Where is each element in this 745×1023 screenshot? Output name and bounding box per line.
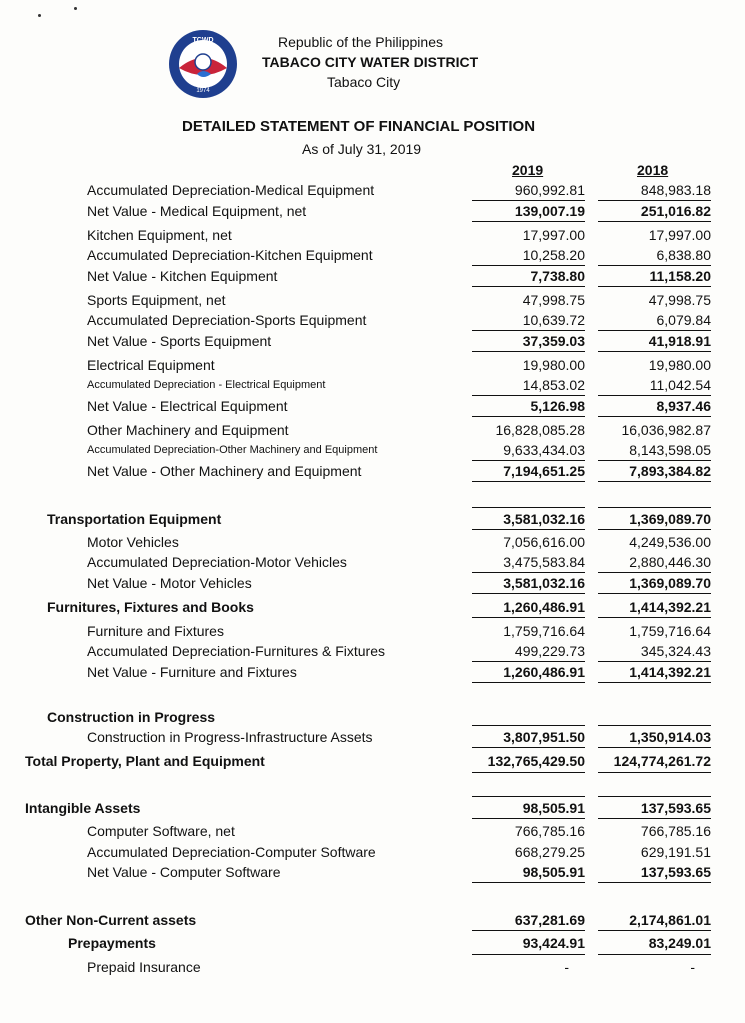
rule [598, 818, 711, 819]
value-2018: 47,998.75 [648, 292, 711, 308]
section-heading: Construction in Progress [47, 709, 216, 725]
table-row [0, 708, 745, 726]
row-label: Net Value - Electrical Equipment [87, 398, 288, 414]
row-label: Accumulated Depreciation-Furnitures & Fixtures [87, 643, 386, 659]
rule [472, 351, 585, 352]
row-label: Accumulated Depreciation-Sports Equipment [87, 312, 367, 328]
scan-speck [38, 14, 41, 17]
rule [472, 529, 585, 530]
value-2019: 3,807,951.50 [503, 729, 585, 745]
rule [472, 286, 585, 287]
value-2018: 8,937.46 [656, 398, 711, 414]
rule [472, 682, 585, 683]
table-row [0, 510, 745, 528]
table-row [0, 799, 745, 817]
value-2018: - [690, 959, 695, 975]
table-row [0, 332, 745, 350]
value-2019: 98,505.91 [522, 864, 585, 880]
table-row [0, 822, 745, 840]
rule [598, 286, 711, 287]
table-row [0, 934, 745, 952]
rule [598, 772, 711, 773]
row-label: Accumulated Depreciation-Medical Equipment [87, 182, 375, 198]
year-2019-header: 2019 [512, 162, 544, 178]
rule [598, 572, 711, 573]
value-2019: 960,992.81 [514, 182, 585, 198]
value-2018: 766,785.16 [640, 823, 711, 839]
value-2019: 3,475,583.84 [503, 554, 585, 570]
value-2019: 1,260,486.91 [503, 599, 585, 615]
rule [472, 460, 585, 461]
table-row [0, 311, 745, 329]
rule [598, 330, 711, 331]
value-2018: 137,593.65 [640, 864, 711, 880]
value-2019: 37,359.03 [522, 333, 585, 349]
value-2019: 3,581,032.16 [503, 575, 585, 591]
row-label: Accumulated Depreciation-Other Machinery and Equipment [87, 444, 378, 456]
rule [472, 221, 585, 222]
rule [472, 818, 585, 819]
value-2019: 3,581,032.16 [503, 511, 585, 527]
total-label: Total Property, Plant and Equipment [25, 753, 265, 769]
rule [598, 416, 711, 417]
value-2018: 2,174,861.01 [629, 912, 711, 928]
rule [598, 682, 711, 683]
row-label: Net Value - Furniture and Fixtures [87, 664, 297, 680]
value-2019: 132,765,429.50 [487, 753, 585, 769]
row-label: Furniture and Fixtures [87, 623, 224, 639]
value-2019: 9,633,434.03 [503, 442, 585, 458]
rule [472, 265, 585, 266]
value-2019: 17,997.00 [522, 227, 585, 243]
rule [472, 481, 585, 482]
table-row [0, 752, 745, 770]
value-2018: 8,143,598.05 [629, 442, 711, 458]
value-2018: 19,980.00 [648, 357, 711, 373]
value-2018: 629,191.51 [640, 844, 711, 860]
rule [472, 954, 585, 955]
table-row [0, 397, 745, 415]
value-2019: 7,194,651.25 [503, 463, 585, 479]
rule [472, 200, 585, 201]
rule [598, 265, 711, 266]
value-2019: 14,853.02 [522, 377, 585, 393]
value-2019: 637,281.69 [514, 912, 585, 928]
rule [598, 460, 711, 461]
rule [598, 882, 711, 883]
value-2019: 499,229.73 [514, 643, 585, 659]
rule [598, 481, 711, 482]
row-label: Net Value - Kitchen Equipment [87, 268, 278, 284]
value-2018: 11,158.20 [649, 268, 711, 284]
rule [598, 661, 711, 662]
table-row [0, 291, 745, 309]
row-label: Accumulated Depreciation-Kitchen Equipment [87, 247, 373, 263]
value-2018: 848,983.18 [640, 182, 711, 198]
section-heading: Other Non-Current assets [25, 912, 197, 928]
rule [472, 330, 585, 331]
row-label: Computer Software, net [87, 823, 235, 839]
organization-name: TABACO CITY WATER DISTRICT [262, 54, 479, 70]
statement-title: DETAILED STATEMENT OF FINANCIAL POSITION [182, 118, 536, 135]
value-2019: 98,505.91 [522, 800, 585, 816]
table-row [0, 267, 745, 285]
section-heading: Furnitures, Fixtures and Books [47, 599, 254, 615]
value-2018: 124,774,261.72 [613, 753, 711, 769]
rule [598, 954, 711, 955]
rule [472, 747, 585, 748]
year-2018-header: 2018 [637, 162, 669, 178]
country-line: Republic of the Philippines [278, 34, 443, 50]
table-row [0, 356, 745, 374]
value-2018: 4,249,536.00 [629, 534, 711, 550]
row-label: Sports Equipment, net [87, 292, 226, 308]
value-2018: 1,369,089.70 [629, 511, 711, 527]
rule [598, 200, 711, 201]
table-row [0, 958, 745, 976]
rule [472, 725, 585, 726]
rule [472, 395, 585, 396]
rule [598, 796, 711, 797]
value-2018: 83,249.01 [648, 935, 711, 951]
water-district-logo [167, 28, 239, 100]
rule [472, 507, 585, 508]
row-label: Net Value - Other Machinery and Equipment [87, 463, 362, 479]
table-row [0, 441, 745, 459]
rule [598, 351, 711, 352]
value-2019: - [564, 959, 569, 975]
value-2018: 11,042.54 [649, 377, 711, 393]
value-2019: 139,007.19 [514, 203, 585, 219]
scan-speck [74, 7, 77, 10]
value-2019: 93,424.91 [522, 935, 585, 951]
value-2018: 6,079.84 [656, 312, 711, 328]
row-label: Net Value - Computer Software [87, 864, 281, 880]
table-row [0, 462, 745, 480]
svg-text:TCWD: TCWD [192, 37, 214, 44]
value-2018: 7,893,384.82 [629, 463, 711, 479]
rule [598, 221, 711, 222]
value-2018: 17,997.00 [648, 227, 711, 243]
statement-date: As of July 31, 2019 [302, 141, 422, 157]
value-2019: 1,260,486.91 [503, 664, 585, 680]
rule [598, 747, 711, 748]
row-label: Accumulated Depreciation - Electrical Equipment [87, 379, 326, 391]
value-2019: 668,279.25 [514, 844, 585, 860]
table-row [0, 663, 745, 681]
value-2018: 2,880,446.30 [629, 554, 711, 570]
rule [598, 930, 711, 931]
table-row [0, 376, 745, 394]
row-label: Construction in Progress-Infrastructure Assets [87, 729, 373, 745]
rule [598, 593, 711, 594]
table-row [0, 553, 745, 571]
table-row [0, 598, 745, 616]
value-2019: 10,258.20 [522, 247, 585, 263]
table-row [0, 421, 745, 439]
value-2019: 1,759,716.64 [503, 623, 585, 639]
table-row [0, 728, 745, 746]
section-heading: Prepayments [68, 935, 156, 951]
row-label: Motor Vehicles [87, 534, 179, 550]
table-row [0, 574, 745, 592]
value-2019: 766,785.16 [514, 823, 585, 839]
rule [472, 661, 585, 662]
row-label: Electrical Equipment [87, 357, 215, 373]
section-heading: Intangible Assets [25, 800, 141, 816]
rule [472, 772, 585, 773]
table-row [0, 622, 745, 640]
row-label: Prepaid Insurance [87, 959, 201, 975]
table-row [0, 533, 745, 551]
value-2018: 1,414,392.21 [629, 664, 711, 680]
rule [472, 882, 585, 883]
value-2019: 7,056,616.00 [503, 534, 585, 550]
rule [472, 593, 585, 594]
section-heading: Transportation Equipment [47, 511, 222, 527]
value-2019: 16,828,085.28 [495, 422, 585, 438]
row-label: Other Machinery and Equipment [87, 422, 289, 438]
row-label: Net Value - Sports Equipment [87, 333, 272, 349]
rule [598, 507, 711, 508]
value-2018: 6,838.80 [656, 247, 711, 263]
value-2018: 1,350,914.03 [629, 729, 711, 745]
value-2018: 137,593.65 [640, 800, 711, 816]
city-line: Tabaco City [327, 74, 401, 90]
row-label: Accumulated Depreciation-Motor Vehicles [87, 554, 347, 570]
table-row [0, 863, 745, 881]
table-row [0, 202, 745, 220]
row-label: Kitchen Equipment, net [87, 227, 232, 243]
table-row [0, 642, 745, 660]
value-2019: 10,639.72 [522, 312, 585, 328]
value-2018: 1,369,089.70 [629, 575, 711, 591]
table-row [0, 843, 745, 861]
rule [472, 617, 585, 618]
rule [598, 617, 711, 618]
value-2018: 1,759,716.64 [629, 623, 711, 639]
value-2018: 1,414,392.21 [629, 599, 711, 615]
rule [598, 395, 711, 396]
rule [472, 930, 585, 931]
value-2019: 47,998.75 [522, 292, 585, 308]
table-row [0, 181, 745, 199]
rule [598, 725, 711, 726]
row-label: Net Value - Medical Equipment, net [87, 203, 307, 219]
value-2019: 5,126.98 [530, 398, 585, 414]
table-row [0, 226, 745, 244]
table-row [0, 246, 745, 264]
row-label: Net Value - Motor Vehicles [87, 575, 252, 591]
value-2018: 16,036,982.87 [621, 422, 711, 438]
row-label: Accumulated Depreciation-Computer Software [87, 844, 376, 860]
rule [472, 796, 585, 797]
value-2018: 41,918.91 [648, 333, 711, 349]
table-row [0, 911, 745, 929]
rule [472, 572, 585, 573]
value-2018: 251,016.82 [640, 203, 711, 219]
value-2019: 7,738.80 [530, 268, 585, 284]
rule [472, 416, 585, 417]
svg-text:1974: 1974 [196, 88, 210, 94]
value-2018: 345,324.43 [640, 643, 711, 659]
rule [598, 529, 711, 530]
value-2019: 19,980.00 [522, 357, 585, 373]
